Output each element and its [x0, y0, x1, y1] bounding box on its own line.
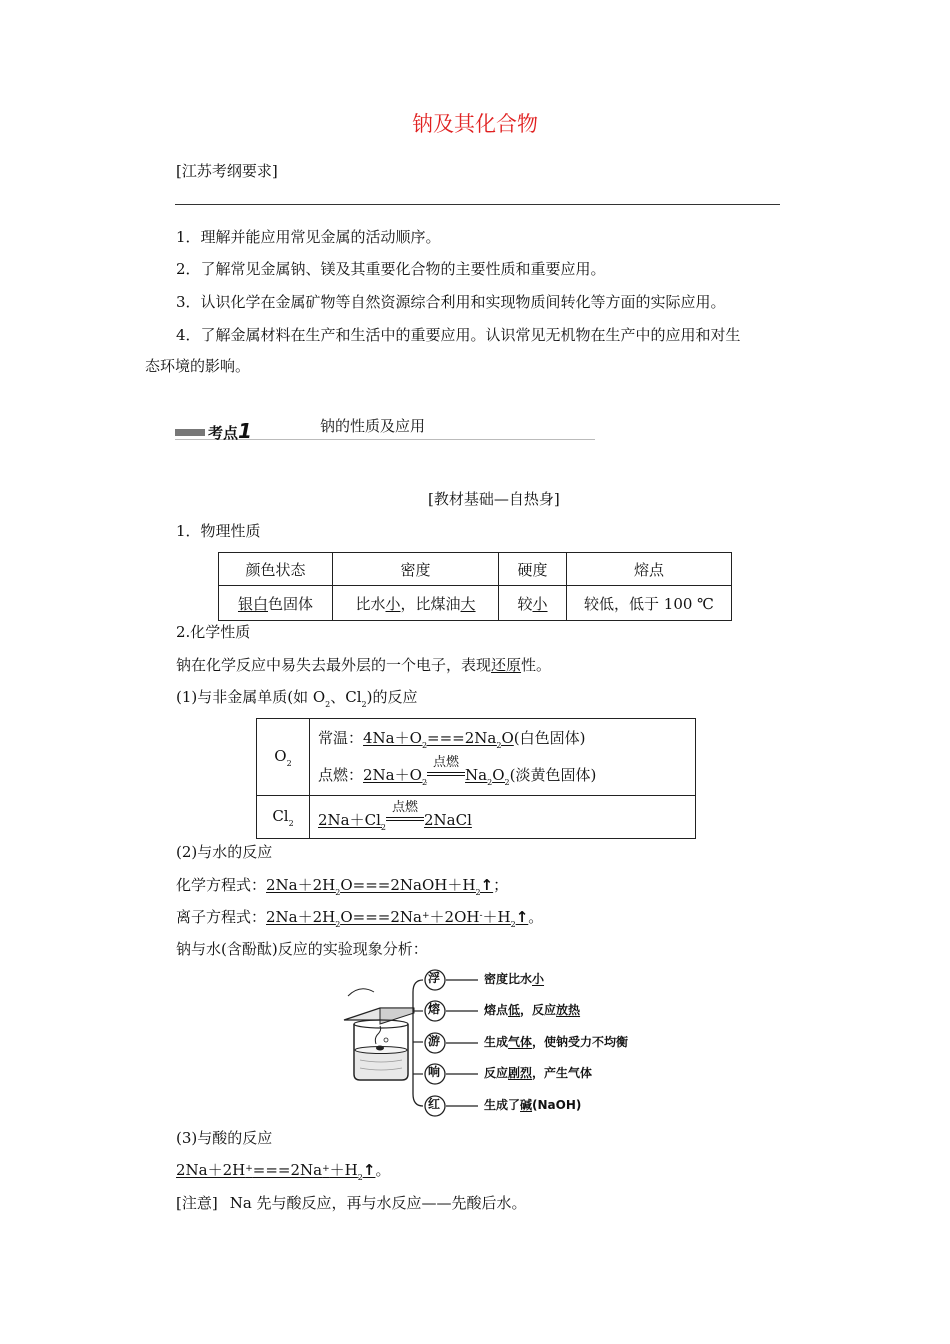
table-header: 颜色状态: [219, 553, 333, 586]
curly-brace: [413, 980, 423, 1106]
water-heading: (2)与水的反应: [176, 843, 273, 861]
gas-bubble: [384, 1038, 388, 1042]
syllabus-item-3: 3．认识化学在金属矿物等自然资源综合利用和实现物质间转化等方面的实际应用。: [176, 293, 726, 311]
o2-reactions: [310, 719, 696, 796]
nonmetal-reaction-table: [256, 718, 696, 839]
syllabus-item-4-cont: 态环境的影响。: [145, 357, 251, 375]
phenomenon-key: 游: [428, 1034, 441, 1048]
acid-heading: (3)与酸的反应: [176, 1129, 273, 1147]
nonmetal-heading: (1)与非金属单质(如 $O_2$、$Cl_2$)的反应: [176, 688, 418, 709]
table-cell-color: 银白色固体: [219, 586, 333, 621]
phenomenon-desc: 反应剧烈，产生气体: [484, 1066, 593, 1080]
phenomenon-key: 浮: [428, 971, 441, 985]
phenomenon-key: 红: [428, 1097, 441, 1111]
phenomenon-connector: [424, 969, 694, 995]
o2-label: $O_2$: [257, 719, 310, 796]
chemical-intro: 钠在化学反应中易失去最外层的一个电子，表现还原性。: [176, 656, 552, 674]
note: [注意] Na 先与酸反应，再与水反应——先酸后水。: [176, 1194, 527, 1212]
table-cell-hardness: 较小: [499, 586, 567, 621]
chemical-heading: 2.化学性质: [176, 623, 251, 641]
experiment-heading: 钠与水(含酚酞)反应的实验现象分析：: [176, 940, 428, 958]
syllabus-item-1: 1．理解并能应用常见金属的活动顺序。: [176, 228, 441, 246]
phenomenon-desc: 生成了碱(NaOH): [484, 1098, 582, 1112]
section-marker: [175, 429, 205, 436]
table-header: 密度: [333, 553, 499, 586]
physical-properties-table: [218, 552, 732, 621]
page-title: 钠及其化合物: [412, 112, 538, 136]
phenomenon-desc: 密度比水小: [484, 972, 545, 986]
o2-ignite-reaction: 点燃：$2Na+O_2$ 点燃 $Na_2O_2$(淡黄色固体): [318, 755, 597, 787]
water-ion-equation: 离子方程式：$2Na+2H_2O===2Na^++2OH^-+H_2↑$。: [176, 908, 544, 929]
section-tag: 考点1: [208, 419, 252, 443]
phenomenon-key: 熔: [428, 1002, 441, 1016]
cl2-reaction: $2Na+Cl_2$ 点燃 2NaCl: [310, 796, 696, 839]
syllabus-item-4: 4．了解金属材料在生产和生活中的重要应用。认识常见无机物在生产中的应用和对生: [176, 326, 741, 344]
acid-equation: $2Na+2H^+===2Na^++H_2↑$。: [176, 1161, 391, 1182]
table-header: 硬度: [499, 553, 567, 586]
syllabus-item-2: 2．了解常见金属钠、镁及其重要化合物的主要性质和重要应用。: [176, 260, 606, 278]
physical-heading: 1．物理性质: [176, 522, 261, 540]
table-header: 熔点: [567, 553, 732, 586]
phenomenon-key: 响: [428, 1065, 441, 1079]
sodium-piece: [376, 1046, 384, 1051]
section-title: 钠的性质及应用: [320, 417, 426, 435]
cl2-label: $Cl_2$: [257, 796, 310, 839]
curve-mark: [348, 989, 374, 996]
water-body: [355, 1050, 407, 1079]
bubble-trail: [375, 1026, 380, 1044]
phenomenon-desc: 熔点低，反应放热: [484, 1003, 581, 1017]
water-chem-equation: 化学方程式：$2Na+2H_2O===2NaOH+H_2↑$；: [176, 876, 509, 897]
o2-normal-reaction: 常温：$4Na+O_2===2Na_2O$(白色固体): [318, 729, 586, 750]
phenomenon-desc: 生成气体，使钠受力不均衡: [484, 1035, 629, 1049]
syllabus-header: [江苏考纲要求]: [176, 162, 278, 180]
table-cell-melting: 较低，低于 100 ℃: [567, 586, 732, 621]
divider: [175, 204, 780, 205]
table-cell-density: 比水小，比煤油大: [333, 586, 499, 621]
basics-header: [教材基础—自热身]: [428, 490, 560, 508]
